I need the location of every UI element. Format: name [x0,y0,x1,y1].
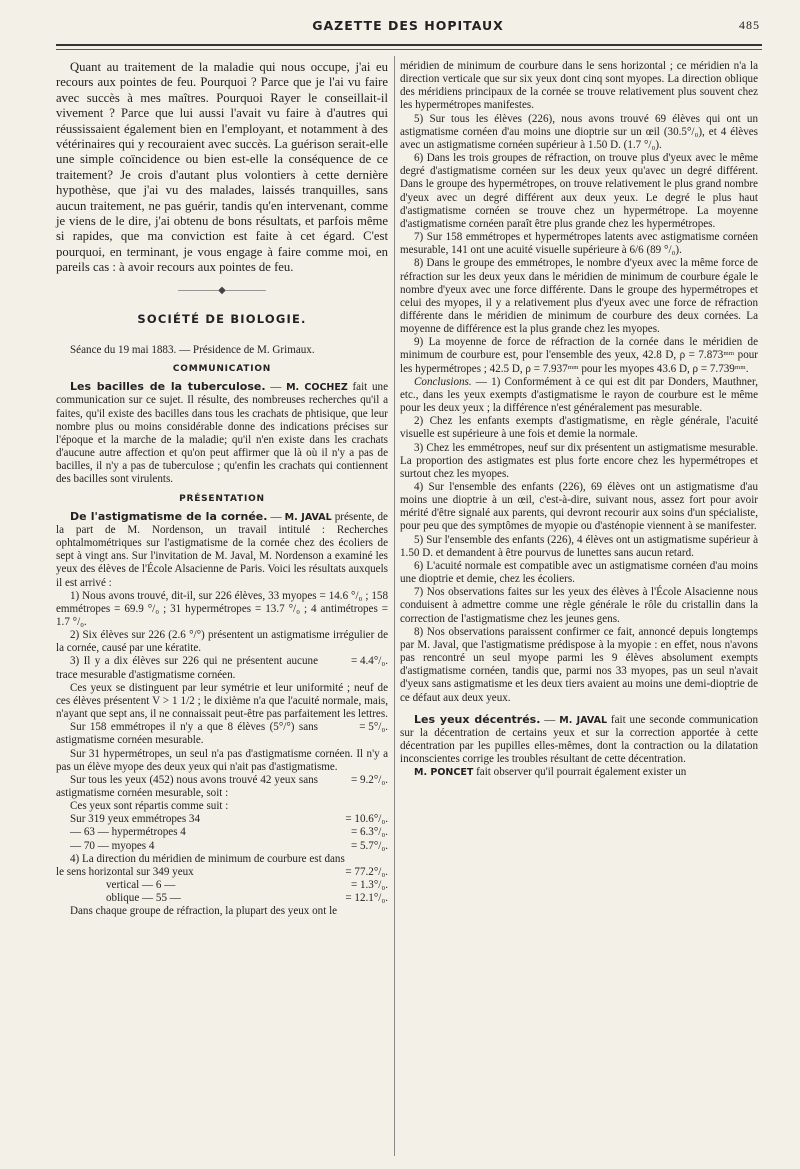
row-value: = 1.3°/₀. [350,879,388,892]
paragraph: Sur 31 hypermétropes, un seul n'a pas d'astigmatisme cornéen. Il n'y a pas un élève myope des deux yeux qui n'ait pas d'astigmatisme. [56,747,388,773]
paragraph: méridien de minimum de courbure dans le sens horizontal ; ce méridien n'a la direction verticale que sur six yeux dont cinq sont myopes. La direction oblique des méridiens principaux de la cornée se trouve relativement plus souvent chez les hypermétropes manifestes. [400,60,758,112]
page-number: 485 [739,18,760,32]
article-text: fait observer qu'il pourrait également exister un [473,766,687,779]
paragraph: Dans chaque groupe de réfraction, la plupart des yeux ont le [70,905,338,918]
paragraph: 9) La moyenne de force de réfraction de la cornée dans le méridien de minimum de courbure est, pour l'ensemble des yeux, 42.8 D, ρ = 7.873ᵐᵐ pour les hypermétropes ; 42.5 D, ρ = 7.937ᵐᵐ pour les myopes 43.6 D, ρ = 7.739ᵐᵐ. [400,336,758,375]
paragraph: 4) La direction du méridien de minimum de courbure est dans [70,852,345,865]
row-label: — 63 — hypermétropes 4 [70,826,186,839]
conclusions-label: Conclusions. [414,375,472,388]
ornament-divider: ————◆———— [178,284,266,296]
spacer [400,705,758,713]
paragraph: 1) Nous avons trouvé, dit-il, sur 226 élèves, 33 myopes = 14.6 °/₀ ; 158 emmétropes = 69.9 °/₀ ; 31 hypermétropes = 13.7 °/₀ ; 4 antimétropes = 1.7 °/₀. [56,589,388,628]
decentration-paragraph: Les yeux décentrés. — M. JAVAL fait une seconde communication sur la décentration de certains yeux et sur la correction apportée à cette décentration par les pupilles elles-mêmes, dont la contraction ou la dilatation inconscientes corrige les troubles résultant de cette décentration. [400,712,759,766]
row-value: = 9.2°/₀. [350,773,388,786]
row-value: = 5.7°/₀. [350,839,388,852]
subheading-presentation: PRÉSENTATION [179,493,265,504]
article-text: présente, de la part de M. Nordenson, un travail intitulé : Recherches ophtalmométriques sur l'astigmatisme de la cornée chez des écoliers de sept à vingt ans. Sur l'invitation de M. Javal, M. Nordenson a examiné les yeux des élèves de l'École Alsacienne de Paris. Voici les résultats auxquels il est arrivé : [56,510,388,589]
article-text: fait une seconde communication sur la décentration de certains yeux et sur la correction apportée à cette décentration par les pupilles elles-mêmes, dont la contraction ou la dilatation inconscientes corrige les troubles résultant de cette décentration. [400,713,759,766]
page-header [56,18,760,38]
presentation-paragraph: De l'astigmatisme de la cornée. — M. JAVAL présente, de la part de M. Nordenson, un travail intitulé : Recherches ophtalmométriques sur l'astigmatisme de la cornée chez des écoliers de sept à vingt ans. Sur l'invitation de M. Javal, M. Nordenson a examiné les yeux des élèves de l'École Alsacienne de Paris. Voici les résultats auxquels il est arrivé : [56,509,388,589]
value-row [56,774,388,800]
paragraph: 6) L'acuité normale est compatible avec un astigmatisme cornéen d'au moins une dioptrie et demie, chez les écoliers. [400,559,758,586]
article-title: De l'astigmatisme de la cornée. [70,509,268,523]
table-row [56,813,388,826]
table-row [56,826,388,839]
row-value: = 12.1°/₀. [345,892,388,905]
author-name: M. JAVAL [284,511,332,523]
row-label: Sur tous les yeux (452) nous avons trouvé 42 yeux sans astigmatisme cornéen mesurable, soit : [56,773,318,799]
row-label: vertical — 6 — [106,879,176,892]
conclusions-paragraph [400,376,758,415]
paragraph: 2) Six élèves sur 226 (2.6 °/°) présentent un astigmatisme irrégulier de la cornée, causé par une kératite. [56,629,388,655]
table-row [56,840,388,853]
author-name: M. JAVAL [559,714,608,726]
paragraph: 8) Dans le groupe des emmétropes, le nombre d'yeux avec la même force de réfraction sur les deux yeux dans le méridien de minimum de courbure égale le nombre d'yeux avec une force différente. Dans le groupe des hypermétropes et celui des myopes, il y a relativement plus d'yeux avec une force de réfraction différente dans le méridien de minimum de courbure des deux cornées. La moyenne de différence est la plus grande chez les myopes. [400,257,758,336]
paragraph: 5) Sur tous les élèves (226), nous avons trouvé 69 élèves qui ont un astigmatisme cornéen d'au moins une dioptrie sur un œil (30.5°/₀), et 4 élèves avec un astigmatisme cornéen supérieur à 1.50 D. (1.7 °/₀). [400,112,758,151]
paragraph: 3) Chez les emmétropes, neuf sur dix présentent un astigmatisme mesurable. La proportion des astigmates est plus forte encore chez les hypermétropes et surtout chez les myopes. [400,441,758,480]
paragraph: Ces yeux se distinguent par leur symétrie et leur uniformité ; neuf de ces élèves présentent V > 1 1/2 ; le dixième n'a que l'acuité normale, mais, n'ayant que sept ans, il ne connaissait peut-être pas parfaitement les lettres. [56,681,388,721]
paragraph: 7) Nos observations faites sur les yeux des élèves à l'École Alsacienne nous conduisent à admettre comme une règle générale le rôle du cristallin dans la correction de l'astigmatisme chez les jeunes gens. [400,586,758,625]
row-label: le sens horizontal sur 349 yeux [56,865,194,878]
last-paragraph [400,766,758,779]
row-label: oblique — 55 — [106,892,181,905]
column-divider [394,56,395,1156]
row-value: = 10.6°/₀. [345,813,388,826]
seance-line: Séance du 19 mai 1883. — Présidence de M. Grimaux. [70,344,315,356]
row-value: = 5°/₀. [359,721,388,734]
row-value: = 6.3°/₀. [350,826,388,839]
paragraph-text: — 1) Conformément à ce qui est dit par Donders, Mauthner, etc., dans les yeux exempts d'astigmatisme le rayon de courbure est le même pour les deux yeux ; la différence n'est généralement pas mesurable. [400,375,758,415]
row-value: = 4.4°/₀. [350,655,388,668]
header-rule [56,44,762,46]
article-title: Les bacilles de la tuberculose. [70,380,266,394]
subheading-communication: COMMUNICATION [172,364,272,375]
author-name: M. COCHEZ [286,382,348,394]
communication-paragraph: Les bacilles de la tuberculose. — M. COCHEZ fait une communication sur ce sujet. Il résulte, des nombreuses recherches qu'il a faites, qu'il existe des bacilles dans tous les crachats de phtisique, que leur nombre plus ou moins considérable donne des indications précises sur l'époque et la marche de la maladie; qu'il n'en existe dans les crachats d'aucune autre affection et qu'on peut affirmer que là où il n'y a pas de bacilles, il n'y a pas de tuberculose ; qu'enfin les crachats qui contiennent des bacilles sont virulents. [56,380,388,486]
paragraph: Ces yeux sont répartis comme suit : [70,800,229,813]
table-row [56,892,388,905]
paragraph: 4) Sur l'ensemble des enfants (226), 69 élèves ont un astigmatisme d'au moins une dioptrie à un œil, c'est-à-dire, suivant nous, assez fort pour avoir mérité d'être signalé aux parents, qui devront recourir aux soins d'un spécialiste, pour peu que des symptômes de myopie ou d'asténopie viennent à se manifester. [400,481,758,533]
section-heading: SOCIÉTÉ DE BIOLOGIE. [137,311,307,326]
journal-title: GAZETTE DES HOPITAUX [312,18,504,33]
row-label: Sur 319 yeux emmétropes 34 [70,813,201,826]
right-column [400,60,758,779]
author-name: M. PONCET [414,767,474,779]
paragraph: 8) Nos observations paraissent confirmer ce fait, annoncé depuis longtemps par M. Javal, que l'astigmatisme prédispose à la myopie : en effet, nous n'avons pas rencontré un seul myope parmi les 9 élèves absolument exempts d'astigmatisme cornéen, tandis que, parmi nos 33 myopes, pas un seul n'avait d'yeux sans astigmatisme et les deux tiers avaient au moins une demi-dioptrie de ce défaut aux deux yeux. [400,625,758,704]
article-title: Les yeux décentrés. [414,712,541,726]
row-label: Sur 158 emmétropes il n'y a que 8 élèves (5°/°) sans astigmatisme cornéen mesurable. [56,721,318,747]
row-label: 3) Il y a dix élèves sur 226 qui ne présentent aucune trace mesurable d'astigmatisme cornéen. [56,655,318,681]
paragraph: 6) Dans les trois groupes de réfraction, on trouve plus d'yeux avec le même degré d'astigmatisme cornéen sur les deux yeux qu'avec un degré différent. Dans le groupe des hypermétropes, on trouve relativement le plus grand nombre d'yeux avec un degré différent aux deux yeux. Le degré le plus haut d'astigmatisme cornéen se trouve chez un hypermétrope. La moyenne d'astigmatisme cornéen paraît être plus grande chez les hypermétropes. [400,152,758,230]
value-row [56,721,388,747]
row-value: = 77.2°/₀. [345,865,388,878]
paragraph: 5) Sur l'ensemble des enfants (226), 4 élèves ont un astigmatisme supérieur à 1.50 D. et demandent à être pourvus de lunettes sans aucun retard. [400,533,758,559]
article-text: fait une communication sur ce sujet. Il résulte, des nombreuses recherches qu'il a faites, qu'il existe des bacilles dans tous les crachats de phtisique, que leur nombre plus ou moins considérable donne des indications précises sur l'époque et la marche de la maladie; qu'il n'en existe dans les crachats d'aucune autre affection et qu'on peut affirmer que là où il n'y a pas de bacilles, il n'y a pas de tuberculose ; qu'enfin les crachats qui contiennent des bacilles sont virulents. [56,381,388,486]
value-row [56,655,388,681]
row-label: — 70 — myopes 4 [70,839,155,852]
intro-paragraph: Quant au traitement de la maladie qui nous occupe, j'ai eu recours aux pointes de feu. Pourquoi ? Parce que je l'ai vu faire avec succès à mes maîtres. Pourquoi Rayer le conseillait-il vivement ? Parce que lui aussi l'avait vu faire à d'autres qui réussissaient également bien en l'employant, et notamment à des vétérinaires qui y recouraient avec succès. La guérison serait-elle une simple coïncidence ou bien est-elle la conséquence de ce traitement? Je crois d'autant plus volontiers à cette dernière hypothèse, que j'ai vu des malades, laissés tranquilles, sans aucun traitement, ne pas guérir, tandis qu'en intervenant, comme je viens de le dire, j'ai obtenu de bons résultats, et parfois même si rapides, que ma conviction est faite à cet égard. C'est pourquoi, en terminant, je vous engage à faire comme moi, en pareils cas : à avoir recours aux pointes de feu. [56,60,388,275]
left-column [56,60,388,919]
paragraph: 7) Sur 158 emmétropes et hypermétropes latents avec astigmatisme cornéen mesurable, 141 ont une acuité visuelle supérieure à 6/6 (89 °/₀). [400,231,758,257]
table-row [56,879,388,892]
header-rule-thin [56,49,762,50]
paragraph: 2) Chez les enfants exempts d'astigmatisme, en règle générale, l'acuité visuelle est supérieure à une fois et demie la normale. [400,415,758,441]
table-row [56,866,388,879]
